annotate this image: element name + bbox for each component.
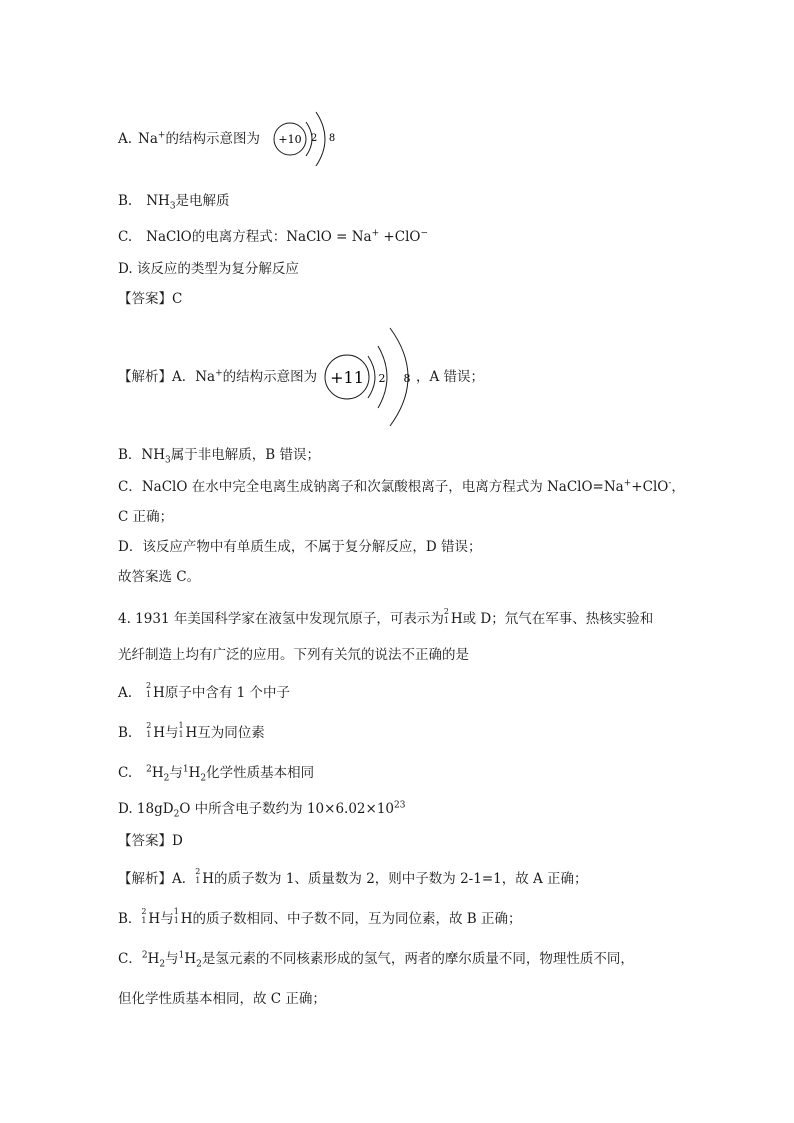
q4-stem-line1: 4. 1931 年美国科学家在液氢中发现氘原子，可表示为 2 1 H或 D；氘气在军事、热核实验和: [118, 607, 654, 627]
q3-expl-b: B．$NH_3$属于非电解质，B 错误；: [118, 447, 320, 466]
q3-option-d: D. 该反应的类型为复分解反应: [118, 261, 299, 277]
q3-answer: 【答案】C: [118, 291, 183, 307]
shell-1-count: 2: [310, 133, 318, 144]
q3-option-c: C. NaClO的电离方程式：NaClO = Na+ +ClO−: [118, 228, 428, 245]
q3-expl-a-tail: ，A 错误；: [416, 369, 485, 385]
isotope-notation: 1 1: [178, 721, 184, 739]
q4-expl-c-line1: C．$^2H_2$与$^1H_2$是氢元素的不同核素形成的氢气，两者的摩尔质量不同，物理性质不同，: [118, 950, 634, 970]
shell-2-count: 8: [328, 133, 336, 144]
q3-expl-a-lead: 【解析】A．Na+的结构示意图为: [118, 368, 318, 385]
shell-1-count: 2: [378, 372, 386, 385]
q3-conclusion: 故答案选 C。: [118, 569, 201, 585]
q4-answer: 【答案】D: [118, 833, 183, 849]
shell-2-count: 8: [403, 372, 411, 385]
q3-expl-d: D．该反应产物中有单质生成，不属于复分解反应，D 错误；: [118, 539, 482, 555]
isotope-notation: 2 1: [146, 681, 152, 699]
q4-expl-c-line2: 但化学性质基本相同，故 C 正确；: [118, 991, 326, 1007]
q4-expl-a: 【解析】A． 2 1 H的质子数为 1、质量数为 2，则中子数为 2-1=1，故 A 正确；: [118, 867, 588, 887]
isotope-notation: 2 1: [443, 607, 449, 625]
q3-expl-c-line1: C．NaClO 在水中完全电离生成钠离子和次氯酸根离子，电离方程式为 NaClO=Na++ClO-，: [118, 478, 685, 495]
q4-option-d: D. $18gD_2O$ 中所含电子数约为 $10\times 6.02\times 10^{23}$: [118, 800, 406, 820]
q3-expl-c-line2: C 正确；: [118, 509, 174, 525]
nucleus-charge: +11: [330, 368, 364, 387]
q3-option-a: A. Na+的结构示意图为: [118, 130, 260, 147]
na-ion-structure-diagram-explanation: [320, 322, 416, 432]
isotope-notation: 2 1: [141, 907, 147, 925]
q4-expl-b: B． 2 1 H与 1 1 H的质子数相同、中子数不同，互为同位素，故 B 正确；: [118, 907, 522, 927]
q4-stem-line2: 光纤制造上均有广泛的应用。下列有关氘的说法不正确的是: [118, 647, 469, 663]
isotope-notation: 1 1: [173, 907, 179, 925]
q4-option-c: C. $^2H_2$与$^1H_2$化学性质基本相同: [118, 764, 315, 784]
q3-option-b: B. $NH_3$是电解质: [118, 193, 230, 212]
isotope-notation: 2 1: [195, 867, 201, 885]
na-ion-structure-diagram: [268, 98, 348, 176]
q4-option-a: A. 2 1 H原子中含有 1 个中子: [118, 681, 290, 701]
q4-option-b: B. 2 1 H与 1 1 H互为同位素: [118, 721, 265, 741]
nucleus-charge: +10: [278, 133, 302, 146]
isotope-notation: 2 1: [146, 721, 152, 739]
